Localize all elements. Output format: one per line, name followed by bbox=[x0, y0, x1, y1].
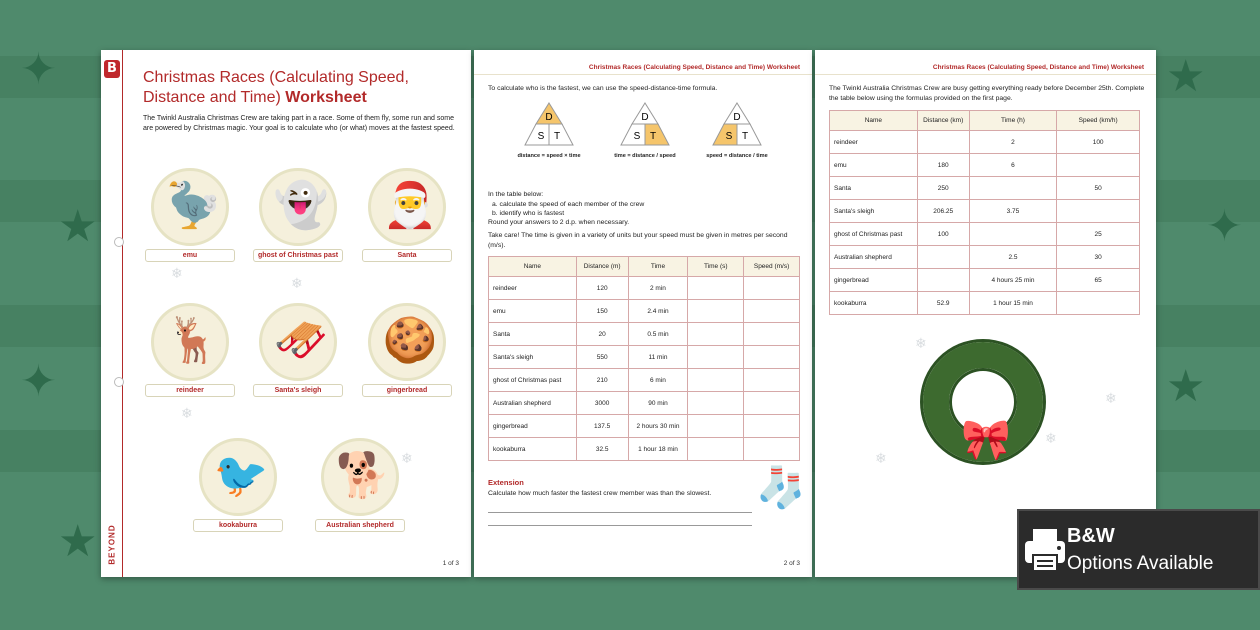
triangle-left: S bbox=[537, 131, 545, 142]
side-strip bbox=[101, 50, 123, 577]
column-header: Time bbox=[628, 257, 688, 277]
table-row bbox=[830, 269, 1140, 292]
table-cell: 52.9 bbox=[917, 292, 969, 315]
table-cell: 50 bbox=[1057, 177, 1140, 200]
instructions-lead: In the table below: bbox=[488, 191, 544, 198]
ghost-icon: 👻 bbox=[273, 181, 329, 230]
table-row bbox=[489, 369, 800, 392]
answer-cell[interactable] bbox=[688, 415, 744, 438]
page-number: 2 of 3 bbox=[783, 560, 800, 567]
table-cell: 2 min bbox=[628, 277, 688, 300]
table-row bbox=[830, 177, 1140, 200]
table-cell: 3000 bbox=[576, 392, 628, 415]
title-plain: Christmas Races (Calculating Speed, Distance and Time) bbox=[143, 69, 409, 106]
table-cell: Santa bbox=[489, 323, 577, 346]
table-cell: 4 hours 25 min bbox=[969, 269, 1057, 292]
answer-cell[interactable] bbox=[688, 392, 744, 415]
table-row bbox=[489, 346, 800, 369]
table-cell: reindeer bbox=[830, 131, 918, 154]
table-row bbox=[489, 392, 800, 415]
table-cell: 2 hours 30 min bbox=[628, 415, 688, 438]
instruction-b: b. identify who is fastest bbox=[492, 210, 565, 217]
table-cell: 2.4 min bbox=[628, 300, 688, 323]
page3-intro: The Twinkl Australia Christmas Crew are busy getting everything ready before December 25th. Complete the table below using the formulas provided on the first page. bbox=[829, 85, 1145, 102]
table-cell: Australian shepherd bbox=[489, 392, 577, 415]
stocking-icon: 🧦 bbox=[756, 466, 806, 510]
column-header: Speed (km/h) bbox=[1057, 111, 1140, 131]
answer-cell[interactable] bbox=[688, 346, 744, 369]
triangle-left: S bbox=[725, 131, 733, 142]
answer-cell[interactable] bbox=[744, 369, 800, 392]
crew-label: Australian shepherd bbox=[315, 519, 405, 532]
answer-line[interactable] bbox=[488, 525, 752, 526]
table-cell: gingerbread bbox=[489, 415, 577, 438]
star-icon: ★ bbox=[58, 517, 98, 566]
crew-label: gingerbread bbox=[362, 384, 452, 397]
answer-cell[interactable] bbox=[1057, 200, 1140, 223]
snowflake-icon: ❄ bbox=[915, 335, 927, 351]
star-icon: ✦ bbox=[20, 357, 57, 406]
table-cell: 2 bbox=[969, 131, 1057, 154]
table-cell: kookaburra bbox=[830, 292, 918, 315]
snowflake-icon: ❄ bbox=[181, 405, 193, 421]
table-row bbox=[489, 438, 800, 461]
table-cell: 0.5 min bbox=[628, 323, 688, 346]
crew-label: Santa's sleigh bbox=[253, 384, 343, 397]
answer-cell[interactable] bbox=[917, 246, 969, 269]
table-cell: 206.25 bbox=[917, 200, 969, 223]
answer-cell[interactable] bbox=[744, 438, 800, 461]
answer-cell[interactable] bbox=[1057, 154, 1140, 177]
table-cell: kookaburra bbox=[489, 438, 577, 461]
table-cell: Santa bbox=[830, 177, 918, 200]
worksheet-page-1 bbox=[101, 50, 471, 577]
answer-cell[interactable] bbox=[744, 323, 800, 346]
table-header-row bbox=[830, 111, 1140, 131]
title-bold: Worksheet bbox=[285, 89, 367, 106]
table-cell: Australian shepherd bbox=[830, 246, 918, 269]
crew-label: emu bbox=[145, 249, 235, 262]
page-number: 1 of 3 bbox=[442, 560, 459, 567]
table-cell: 90 min bbox=[628, 392, 688, 415]
reindeer-icon: 🦌 bbox=[165, 316, 221, 365]
star-icon: ★ bbox=[1166, 362, 1206, 411]
punch-hole bbox=[114, 237, 124, 247]
triangle-top: D bbox=[545, 112, 553, 123]
answer-cell[interactable] bbox=[744, 392, 800, 415]
brand-label: BEYOND bbox=[107, 524, 117, 565]
formula-triangle bbox=[712, 102, 762, 146]
snowflake-icon: ❄ bbox=[1045, 430, 1057, 446]
column-header: Name bbox=[489, 257, 577, 277]
table-row bbox=[830, 154, 1140, 177]
worksheet-page-3 bbox=[815, 50, 1156, 577]
crew-label: kookaburra bbox=[193, 519, 283, 532]
gingerbread-icon: 🍪 bbox=[382, 316, 438, 365]
answer-cell[interactable] bbox=[688, 300, 744, 323]
answer-cell[interactable] bbox=[744, 346, 800, 369]
table-cell: 32.5 bbox=[576, 438, 628, 461]
round-note: Round your answers to 2 d.p. when necessary. bbox=[488, 219, 630, 226]
answer-cell[interactable] bbox=[688, 323, 744, 346]
emu-icon: 🦤 bbox=[165, 181, 221, 230]
column-header: Name bbox=[830, 111, 918, 131]
table-cell: 210 bbox=[576, 369, 628, 392]
answer-cell[interactable] bbox=[969, 177, 1057, 200]
answer-cell[interactable] bbox=[688, 369, 744, 392]
bw-subtitle: Options Available bbox=[1067, 553, 1214, 574]
snowflake-icon: ❄ bbox=[171, 265, 183, 281]
table-row bbox=[830, 292, 1140, 315]
table-cell: 100 bbox=[917, 223, 969, 246]
table-cell: 20 bbox=[576, 323, 628, 346]
table-cell: 2.5 bbox=[969, 246, 1057, 269]
triangle-left: S bbox=[633, 131, 641, 142]
worksheet-page-2 bbox=[474, 50, 812, 577]
triangle-right: T bbox=[741, 131, 749, 142]
table-cell: ghost of Christmas past bbox=[830, 223, 918, 246]
table-row bbox=[489, 323, 800, 346]
column-header: Distance (km) bbox=[917, 111, 969, 131]
bow-icon: 🎀 bbox=[961, 418, 1011, 462]
table-cell: reindeer bbox=[489, 277, 577, 300]
page-header: Christmas Races (Calculating Speed, Distance and Time) Worksheet bbox=[932, 64, 1144, 71]
column-header: Speed (m/s) bbox=[744, 257, 800, 277]
table-cell: emu bbox=[830, 154, 918, 177]
star-icon: ★ bbox=[58, 202, 98, 251]
formula-lead: To calculate who is the fastest, we can use the speed-distance-time formula. bbox=[488, 85, 718, 92]
table-cell: Santa's sleigh bbox=[489, 346, 577, 369]
answer-line[interactable] bbox=[488, 512, 752, 513]
triangle-right: T bbox=[649, 131, 657, 142]
snowflake-icon: ❄ bbox=[401, 450, 413, 466]
page-header: Christmas Races (Calculating Speed, Distance and Time) Worksheet bbox=[588, 64, 800, 71]
table-cell: 120 bbox=[576, 277, 628, 300]
column-header: Time (s) bbox=[688, 257, 744, 277]
intro-text: The Twinkl Australia Christmas Crew are taking part in a race. Some of them fly, some run and some are powered by Christmas magic. Your goal is to calculate who (or what) moves at the fastest speed. bbox=[143, 115, 455, 132]
table-row bbox=[830, 131, 1140, 154]
answer-cell[interactable] bbox=[969, 223, 1057, 246]
table-cell: gingerbread bbox=[830, 269, 918, 292]
kookaburra-icon: 🐦 bbox=[213, 451, 269, 500]
table-cell: 11 min bbox=[628, 346, 688, 369]
table-cell: 180 bbox=[917, 154, 969, 177]
table-cell: 65 bbox=[1057, 269, 1140, 292]
table-cell: 25 bbox=[1057, 223, 1140, 246]
answer-cell[interactable] bbox=[1057, 292, 1140, 315]
table-cell: 550 bbox=[576, 346, 628, 369]
snowflake-icon: ❄ bbox=[875, 450, 887, 466]
bw-title: B&W bbox=[1067, 525, 1115, 547]
table-cell: 137.5 bbox=[576, 415, 628, 438]
crew-label: Santa bbox=[362, 249, 452, 262]
formula-triangle bbox=[524, 102, 574, 146]
formula-text: speed = distance / time bbox=[706, 153, 768, 159]
table-cell: 150 bbox=[576, 300, 628, 323]
table-cell: 30 bbox=[1057, 246, 1140, 269]
dog-icon: 🐕 bbox=[335, 451, 391, 500]
table-cell: 6 bbox=[969, 154, 1057, 177]
table-row bbox=[830, 246, 1140, 269]
table-cell: 1 hour 15 min bbox=[969, 292, 1057, 315]
bw-options-badge bbox=[1017, 509, 1260, 590]
snowflake-icon: ❄ bbox=[1105, 390, 1117, 406]
formula-triangle bbox=[620, 102, 670, 146]
answer-cell[interactable] bbox=[917, 131, 969, 154]
star-icon: ✦ bbox=[1206, 202, 1243, 251]
answer-cell[interactable] bbox=[688, 277, 744, 300]
brand-logo: B bbox=[104, 60, 120, 78]
snowflake-icon: ❄ bbox=[291, 275, 303, 291]
sleigh-icon: 🛷 bbox=[273, 316, 329, 365]
santa-icon: 🎅 bbox=[382, 181, 438, 230]
header-divider bbox=[474, 74, 812, 75]
page-title bbox=[143, 68, 463, 108]
table-row bbox=[830, 223, 1140, 246]
column-header: Distance (m) bbox=[576, 257, 628, 277]
table-cell: 100 bbox=[1057, 131, 1140, 154]
answer-cell[interactable] bbox=[917, 269, 969, 292]
answer-cell[interactable] bbox=[688, 438, 744, 461]
table-row bbox=[830, 200, 1140, 223]
punch-hole bbox=[114, 377, 124, 387]
table-cell: 3.75 bbox=[969, 200, 1057, 223]
triangle-right: T bbox=[553, 131, 561, 142]
table-cell: emu bbox=[489, 300, 577, 323]
crew-label: reindeer bbox=[145, 384, 235, 397]
triangle-top: D bbox=[733, 112, 741, 123]
column-header: Time (h) bbox=[969, 111, 1057, 131]
instruction-a: a. calculate the speed of each member of the crew bbox=[492, 201, 645, 208]
speed-table bbox=[488, 256, 800, 461]
formula-text: distance = speed × time bbox=[517, 153, 581, 159]
table-cell: 6 min bbox=[628, 369, 688, 392]
units-warning: Take care! The time is given in a variety of units but your speed must be given in metres per second (m/s). bbox=[488, 232, 788, 249]
answer-cell[interactable] bbox=[744, 300, 800, 323]
table-row bbox=[489, 300, 800, 323]
star-icon: ★ bbox=[1166, 52, 1206, 101]
table-row bbox=[489, 277, 800, 300]
triangle-top: D bbox=[641, 112, 649, 123]
table-header-row bbox=[489, 257, 800, 277]
formula-text: time = distance / speed bbox=[614, 153, 676, 159]
table-row bbox=[489, 415, 800, 438]
table-cell: Santa's sleigh bbox=[830, 200, 918, 223]
answer-cell[interactable] bbox=[744, 277, 800, 300]
table-cell: 250 bbox=[917, 177, 969, 200]
extension-title: Extension bbox=[488, 478, 524, 487]
table-cell: ghost of Christmas past bbox=[489, 369, 577, 392]
extension-text: Calculate how much faster the fastest crew member was than the slowest. bbox=[488, 490, 712, 497]
header-divider bbox=[815, 74, 1156, 75]
table-cell: 1 hour 18 min bbox=[628, 438, 688, 461]
crew-label: ghost of Christmas past bbox=[253, 249, 343, 262]
conversion-table bbox=[829, 110, 1140, 315]
answer-cell[interactable] bbox=[744, 415, 800, 438]
printer-icon bbox=[1023, 521, 1067, 577]
star-icon: ✦ bbox=[20, 45, 57, 94]
